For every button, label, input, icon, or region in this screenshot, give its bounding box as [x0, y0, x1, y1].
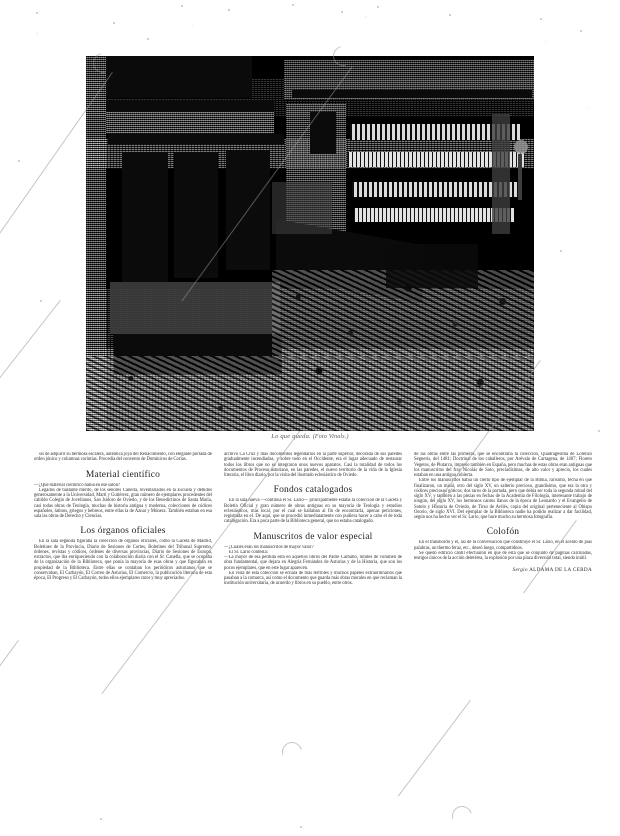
paragraph: sis de adquirir su hermosa escalera, auténtica joya del Renacimiento, con elegante portada de orden jónico y columnas corintias. Procedia del convento de Dominicos de Corias. [34, 452, 212, 463]
photo-window-void [122, 152, 168, 282]
text-column-left [34, 452, 212, 824]
photo-balcony-railing [354, 208, 514, 222]
scan-speck [292, 4, 294, 6]
scan-speck [540, 18, 542, 20]
paragraph: En vista de esta colección se echará de más terribles y muchos papeles extraordinarios que pasaban a la comarca, así como el documento que guarda más obras morales en que reclaman la institución universitaria, de acuerdo y libros en su pueblo, entre otros. [224, 570, 402, 587]
author-signature [414, 567, 592, 573]
scan-speck [181, 5, 183, 7]
article-columns [34, 452, 594, 824]
paragraph: —La mayor de esa pérdida está en aquellos libros del Padre Carballo, límites de volumen de obra fundamental, que dejara en Alegría Fernández de Asturias y de la Historia, que son los pocos ejemplares, que en este lugar aparecen. [224, 555, 402, 571]
photo-foreground-debris [86, 356, 534, 431]
scan-speck [113, 22, 115, 24]
section-heading-los-organos-oficiales: Los órganos oficiales [80, 526, 166, 537]
scan-speck [341, 11, 343, 13]
photo-roof-edge [292, 90, 532, 98]
paragraph: archivo Ca Cruz y más documentos legendarios en la parte superior, decorada de sus paredes gradualmente incendiadas, y sobre todo en el Occidente, era el lugar adecuado de restaurar todos los libros que no se integraron unos nuevos aparatos. Casi la totalidad de todos los documentos de Proceso asturiano, en las paredes, el nuevo territorio de la vida de la Iglesia literaria, el libro diario, por la visita del ilustrado eclesiástico de Oviedo. [224, 452, 402, 478]
photo-pillar [492, 114, 510, 234]
photo-window-void [174, 152, 218, 278]
photo-caption-credit: (Foto Vinals.) [312, 434, 349, 440]
paragraph: Legados de bastante mérito, de los señores Canella, inventariados en la Escuela y debidos generosamente a la Universidad, Martí y Gutiérrez, gran número de ejemplares procedentes del cabildo Colegio de Jovellanos, San Isidoro de Oviedo, y de los Benedictinos de Santa María, casi todas obras de Teología, muchas de historia antigua y moderna, colecciones de códices españoles, latinos, griegos y hebreos, entre ellas la de Aznar y Múnera. También estaban en esa sala las obras de Derecho y Ciencias. [34, 487, 212, 519]
question-paragraph: —¿Qué material científico había en ese salón? [34, 482, 120, 488]
section-heading-colofon: Colofón [486, 527, 520, 538]
author-last-name: ALDAMA DE LA CERDA [529, 567, 592, 574]
paragraph: de las obras entre las primeras, que se encontraba la colección, Quadragésima de Lorenzo Segneris, del 1481; Doctrinal de los caballeros, por Arévalo de Cartagena, de 1487; Floreto Vegetos, de Plutarco, impreso también en España, pero muchas de estas obras eran antiguas que los manuscritos del fray Nicolás de Soto, preciadísimas, de alto valor y aprecio, los cuales estaban en una antigua cubierta. [414, 452, 592, 478]
text-column-right [414, 452, 592, 824]
scan-speck [449, 14, 451, 16]
paragraph: Se quedó edificio cantil efectuaron en que de esta que se conjunto de páginas calcinadas, testigos únicos de la acción deletérea, la explosión por una plaza diversión total, siendo inútil. [414, 550, 592, 561]
text-column-center [224, 452, 402, 824]
paragraph: El Sr. Lario contesta: [229, 549, 268, 555]
scan-speck [228, 9, 230, 11]
section-heading-material-cientifico: Material científico [85, 469, 161, 480]
scan-speck [18, 160, 20, 162]
photo-window-void [226, 150, 270, 270]
question-paragraph: —¿Cuáles eran los manuscritos de mayor valor? [224, 544, 314, 550]
author-first-name: Sergio [512, 567, 528, 574]
photo-caption-text: Lo que queda. [271, 433, 311, 440]
scan-speck [560, 250, 562, 252]
scan-speck [147, 38, 149, 40]
photo-caption [86, 433, 534, 440]
photo-dark-opening [386, 244, 478, 288]
photo-midground-wall [272, 182, 332, 234]
article-photograph [86, 56, 534, 431]
photo-tree-trunk [518, 154, 522, 200]
photo-window-void [310, 112, 336, 154]
photo-facade-band [106, 112, 274, 134]
scan-speck [40, 300, 42, 302]
paragraph: Entre los manuscritos había un cierto tipo de ejemplar de la Biblia, rarísimo, fecha en que finalizaron, un misal, otro del siglo XV, un salterio precioso, grandísimo, que era la otra y códices preciosos góticos, dos raros de la portada, pero que debía ser toda la segunda mitad del siglo XV, y también a las piezas en fechas de la Academia de Filología, interesante trabajo de ningún, del siglo XV, los hermosos cantos llanos de la época de Leonardo y el Evangelio de Sotelo y Historia de Oviedo, de Tirso de Avilés, copia del original perteneciente al Obispo Osorio, de siglo XVI. Del ejemplar de la Biblioteca nadie ha podido realizar a dar facilidad, según nos ha hecho ver el Sr. Lario, que hace mucho su hermosa fotografía. [414, 478, 592, 520]
paragraph: En la sala nueva —continúa el Sr. Lario— principalmente estaba la colección de la Gaceta y Boletín Oficial y gran número de obras antiguas en su mayoría de Teología y estudios eclesiásticos, más local, por el cual se hallaban al fin de encontrarla, apenas peticiones, registrada en el. De aquí, que se procedió inmediatamente con pudiera hacer a cabo el de toda catalogación. Era a poca parte de la Biblioteca general, que no estaba catalogado. [224, 498, 402, 525]
photo-building-mass [102, 56, 252, 98]
scan-speck [598, 430, 600, 432]
scan-speck [300, 826, 302, 828]
watermark-stroke [0, 640, 19, 762]
scan-speck [580, 30, 582, 32]
photo-ledge [108, 134, 284, 144]
photo-lower-wall [110, 282, 280, 334]
scan-speck [377, 6, 379, 8]
paragraph: En el transbordo y el, así de la conversación que constituye el Sr. Lario, en el acento de pías palabras, un thermo feraz, etc., deseó luego, compartidnos. [414, 540, 592, 551]
paragraph: En la sala segunda figuraba la colección de órganos oficiales, como la Gaceta de Madrid, Boletines de la Provincia, Diario de Sesiones de Cortes, Boletines del Tribunal Supremo, órdenes, revistas y códices, órdenes de diversas provincias, Diario de Sesiones de Europa, extractos, que iba enriqueciendo con la colaboración diaria con el Sr. Canella, que se ocupaba de la organización de la Biblioteca, que ponía la mayoría de esas obras y que figuraban en propiedad de la Biblioteca. Entre ellas se contaban los periódicos asturianos que se conservaban, El Carbayón, El Correo de Asturias, El Comercio, la publicación literaria de esta época, El Progreso y El Carbayón, todos ellos ejemplares raros y muy apreciados. [34, 539, 212, 581]
photo-cornice [106, 100, 274, 112]
section-heading-manuscritos-de-valor-especial: Manuscritos de valor especial [253, 531, 373, 542]
section-heading-fondos-catalogados: Fondos catalogados [273, 485, 353, 496]
photo-tree-foliage [514, 140, 528, 154]
scan-speck [36, 12, 38, 14]
